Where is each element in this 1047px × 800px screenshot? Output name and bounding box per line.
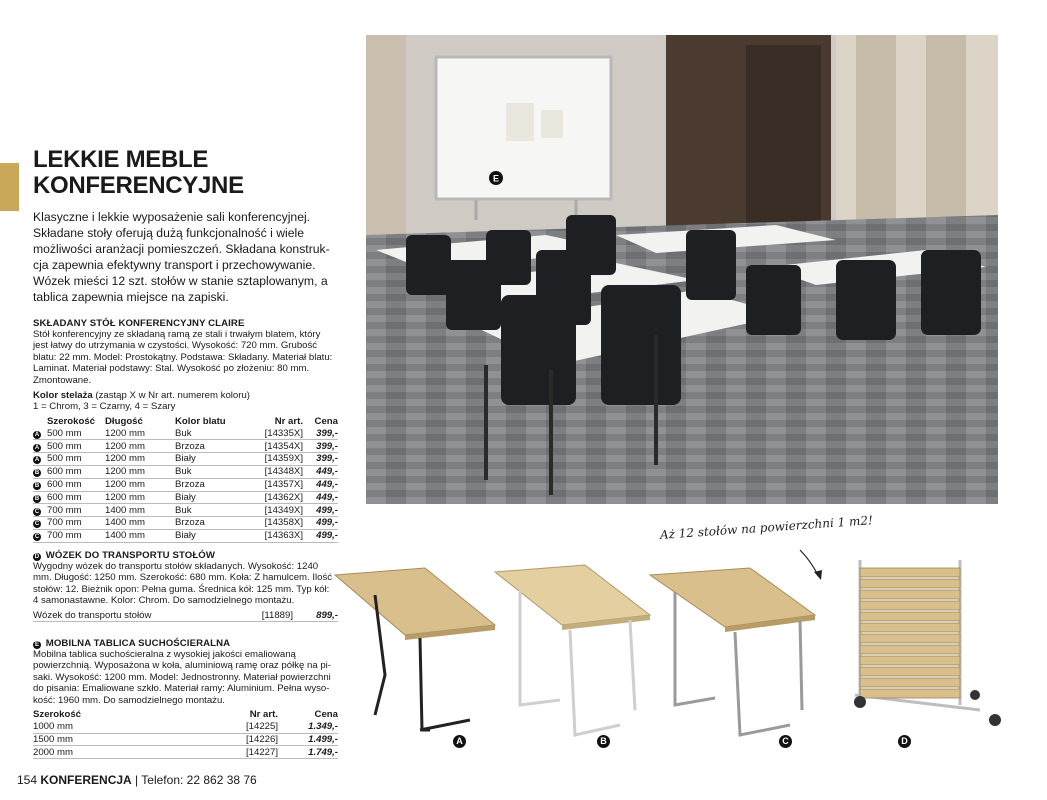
row-marker: [33, 517, 47, 530]
frame-color-label: Kolor stelaża: [33, 390, 93, 402]
conference-room-photo: [366, 35, 998, 504]
intro-line: tablica zapewnia miejsce na zapiski.: [33, 290, 229, 304]
marker-e: E: [34, 642, 40, 648]
row-marker: [33, 453, 47, 466]
desc-line: do pisania: Emaliowane szkło. Materiał ramy: Aluminium. Pełna wyso-: [33, 683, 330, 695]
row-marker: [33, 491, 47, 504]
cell-article: [14227]: [223, 746, 278, 759]
table-row: [33, 428, 338, 440]
cell-top-color: Buk: [175, 504, 253, 517]
desc-line: 4 samonastawne. Kolor: Chrom. Do samodzielnego montażu.: [33, 595, 295, 607]
cell-width: 1500 mm: [33, 733, 223, 746]
product-label-d: D: [898, 735, 911, 748]
frame-color-line: [33, 390, 338, 401]
cell-price: 399,-: [303, 428, 338, 440]
table-row: [33, 517, 338, 530]
product-label-a: A: [453, 735, 466, 748]
marker-a: A: [34, 431, 40, 438]
page-number: 154: [17, 773, 38, 787]
cell-top-color: Biały: [175, 453, 253, 466]
cell-article: [14359X]: [253, 453, 303, 466]
marker-b: B: [34, 495, 40, 502]
board-title: [33, 638, 338, 649]
desc-line: Zmontowane.: [33, 374, 92, 386]
cart-section: [33, 550, 338, 622]
cell-article: [14226]: [223, 733, 278, 746]
cell-width: 700 mm: [47, 504, 105, 517]
cell-article: [14362X]: [253, 491, 303, 504]
col-header: Długość: [105, 416, 143, 428]
board-description: [33, 649, 338, 706]
row-marker: [33, 504, 47, 517]
frame-color-note: (zastąp X w Nr art. numerem koloru): [92, 390, 250, 402]
page-title-line1: LEKKIE MEBLE: [33, 146, 209, 173]
intro-text: [33, 209, 338, 305]
cell-top-color: Biały: [175, 491, 253, 504]
desc-line: jest łatwy do utrzymania w czystości. Wysokość: 720 mm. Grubość: [33, 340, 318, 352]
cart-price: 899,-: [293, 610, 338, 622]
desc-line: Mobilna tablica suchościeralna z wysokiej jakości emaliowaną: [33, 649, 296, 660]
cell-width: 700 mm: [47, 517, 105, 530]
cell-price: 449,-: [303, 466, 338, 479]
board-section: [33, 638, 338, 759]
marker-c: C: [34, 508, 40, 515]
cart-name: Wózek do transportu stołów: [33, 610, 233, 622]
cell-article: [14358X]: [253, 517, 303, 530]
cell-length: 1200 mm: [105, 440, 175, 453]
row-marker: [33, 440, 47, 453]
row-marker: [33, 428, 47, 440]
desc-line: Stół konferencyjny ze składaną ramą ze stali i trwałym blatem, który: [33, 329, 321, 340]
marker-b: B: [34, 470, 40, 477]
table-row: [33, 478, 338, 491]
cart-price-table: [33, 610, 338, 623]
desc-line: blatu: 22 mm. Model: Prostokątny. Podstawa: Składany. Materiał blatu:: [33, 351, 333, 363]
cell-width: 1000 mm: [33, 721, 223, 733]
cell-width: 600 mm: [47, 478, 105, 491]
desc-line: Wygodny wózek do transportu stołów składanych. Wysokość: 1240: [33, 561, 319, 572]
claire-title: SKŁADANY STÓŁ KONFERENCYJNY CLAIRE: [33, 318, 245, 329]
cell-top-color: Buk: [175, 428, 253, 440]
cart-title: [33, 550, 338, 561]
table-row: [33, 746, 338, 759]
cell-article: [14225]: [223, 721, 278, 733]
desc-line: powierzchnią. Wyposażona w koła, aluminiową ramę oraz półkę na pi-: [33, 660, 331, 672]
desc-line: Laminat. Materiał podstawy: Stal. Wysokość po złożeniu: 80 mm.: [33, 363, 310, 375]
cell-length: 1400 mm: [105, 504, 175, 517]
board-price-table: [33, 709, 338, 759]
cart-article: [11889]: [233, 610, 293, 622]
intro-line: możliwości aranżacji pomieszczeń. Składana konstruk-: [33, 242, 330, 256]
cell-price: 499,-: [303, 517, 338, 530]
row-marker: [33, 530, 47, 543]
col-header: Szerokość: [33, 709, 81, 721]
intro-line: Wózek mieści 12 szt. stołów w stanie sztaplowanym, a: [33, 274, 328, 288]
cell-top-color: Brzoza: [175, 517, 253, 530]
table-row: [33, 453, 338, 466]
intro-line: Klasyczne i lekkie wyposażenie sali konferencyjnej.: [33, 210, 311, 224]
cell-width: 500 mm: [47, 428, 105, 440]
table-row: [33, 733, 338, 746]
frame-color-info: [33, 390, 338, 413]
claire-price-table: [33, 416, 338, 543]
cell-price: 449,-: [303, 491, 338, 504]
marker-a: A: [34, 457, 40, 464]
cell-width: 700 mm: [47, 530, 105, 543]
cell-price: 449,-: [303, 478, 338, 491]
marker-a: A: [34, 444, 40, 451]
cell-article: [14335X]: [253, 428, 303, 440]
cell-price: 1.749,-: [278, 746, 338, 759]
page-title: [33, 147, 333, 199]
cell-length: 1200 mm: [105, 478, 175, 491]
table-row: [33, 610, 338, 622]
cell-width: 500 mm: [47, 453, 105, 466]
intro-line: cja zapewnia efektywny transport i przechowywanie.: [33, 258, 316, 272]
cell-length: 1400 mm: [105, 530, 175, 543]
page-footer: 154 KONFERENCJA | Telefon: 22 862 38 76: [17, 773, 257, 787]
cart-title-text: WÓZEK DO TRANSPORTU STOŁÓW: [45, 550, 216, 561]
product-label-c: C: [779, 735, 792, 748]
table-row: [33, 530, 338, 543]
footer-section: KONFERENCJA: [40, 773, 132, 787]
desc-line: kość: 1960 mm. Do samodzielnego montażu.: [33, 694, 225, 706]
claire-description: [33, 329, 338, 386]
cell-length: 1200 mm: [105, 453, 175, 466]
handwritten-note: Aż 12 stołów na powierzchni 1 m2!: [659, 513, 874, 542]
marker-c: C: [34, 521, 40, 528]
desc-line: stołów: 12. Bieżnik opon: Pełna guma. Średnica kół: 125 mm. Typ kół:: [33, 583, 330, 595]
table-row: [33, 466, 338, 479]
cart-description: [33, 561, 338, 607]
table-row: [33, 491, 338, 504]
col-header: Cena: [314, 416, 338, 428]
cell-length: 1200 mm: [105, 466, 175, 479]
footer-phone: Telefon: 22 862 38 76: [141, 773, 257, 787]
cell-article: [14363X]: [253, 530, 303, 543]
cell-width: 600 mm: [47, 491, 105, 504]
cell-top-color: Brzoza: [175, 440, 253, 453]
cell-width: 600 mm: [47, 466, 105, 479]
board-title-text: MOBILNA TABLICA SUCHOŚCIERALNA: [45, 638, 231, 649]
table-header-row: [33, 416, 338, 428]
table-row: [33, 504, 338, 517]
marker-c: C: [34, 534, 40, 541]
cell-price: 1.349,-: [278, 721, 338, 733]
cell-top-color: Buk: [175, 466, 253, 479]
cell-article: [14354X]: [253, 440, 303, 453]
col-header: Nr art.: [274, 416, 303, 428]
cell-article: [14349X]: [253, 504, 303, 517]
page-title-line2: KONFERENCYJNE: [33, 172, 244, 199]
cell-length: 1200 mm: [105, 428, 175, 440]
cell-article: [14348X]: [253, 466, 303, 479]
cell-width: 500 mm: [47, 440, 105, 453]
cell-length: 1200 mm: [105, 491, 175, 504]
row-marker: [33, 466, 47, 479]
photo-label-e: E: [492, 173, 500, 184]
cell-price: 399,-: [303, 440, 338, 453]
table-header-row: [33, 709, 338, 721]
col-header: Nr art.: [249, 709, 278, 721]
col-header: Cena: [314, 709, 338, 721]
frame-color-codes: 1 = Chrom, 3 = Czarny, 4 = Szary: [33, 401, 176, 413]
intro-line: Składane stoły oferują dużą funkcjonalność i wiele: [33, 226, 304, 240]
claire-section: [33, 318, 338, 543]
marker-d: D: [34, 554, 40, 560]
product-illustrations: [330, 520, 1030, 765]
cell-price: 499,-: [303, 504, 338, 517]
table-row: [33, 721, 338, 733]
desc-line: saki. Wysokość: 1200 mm. Model: Jednostronny. Materiał powierzchni: [33, 671, 331, 683]
cell-width: 2000 mm: [33, 746, 223, 759]
cell-price: 499,-: [303, 530, 338, 543]
col-header: Szerokość: [47, 416, 95, 428]
cell-article: [14357X]: [253, 478, 303, 491]
col-header: Kolor blatu: [175, 416, 226, 428]
cell-top-color: Biały: [175, 530, 253, 543]
cell-length: 1400 mm: [105, 517, 175, 530]
cell-price: 1.499,-: [278, 733, 338, 746]
desc-line: mm. Długość: 1250 mm. Szerokość: 680 mm. Koła: Z hamulcem. Ilość: [33, 572, 333, 584]
table-row: [33, 440, 338, 453]
section-color-tab: [0, 163, 19, 211]
marker-b: B: [34, 483, 40, 490]
product-label-b: B: [597, 735, 610, 748]
row-marker: [33, 478, 47, 491]
cell-price: 399,-: [303, 453, 338, 466]
cell-top-color: Brzoza: [175, 478, 253, 491]
